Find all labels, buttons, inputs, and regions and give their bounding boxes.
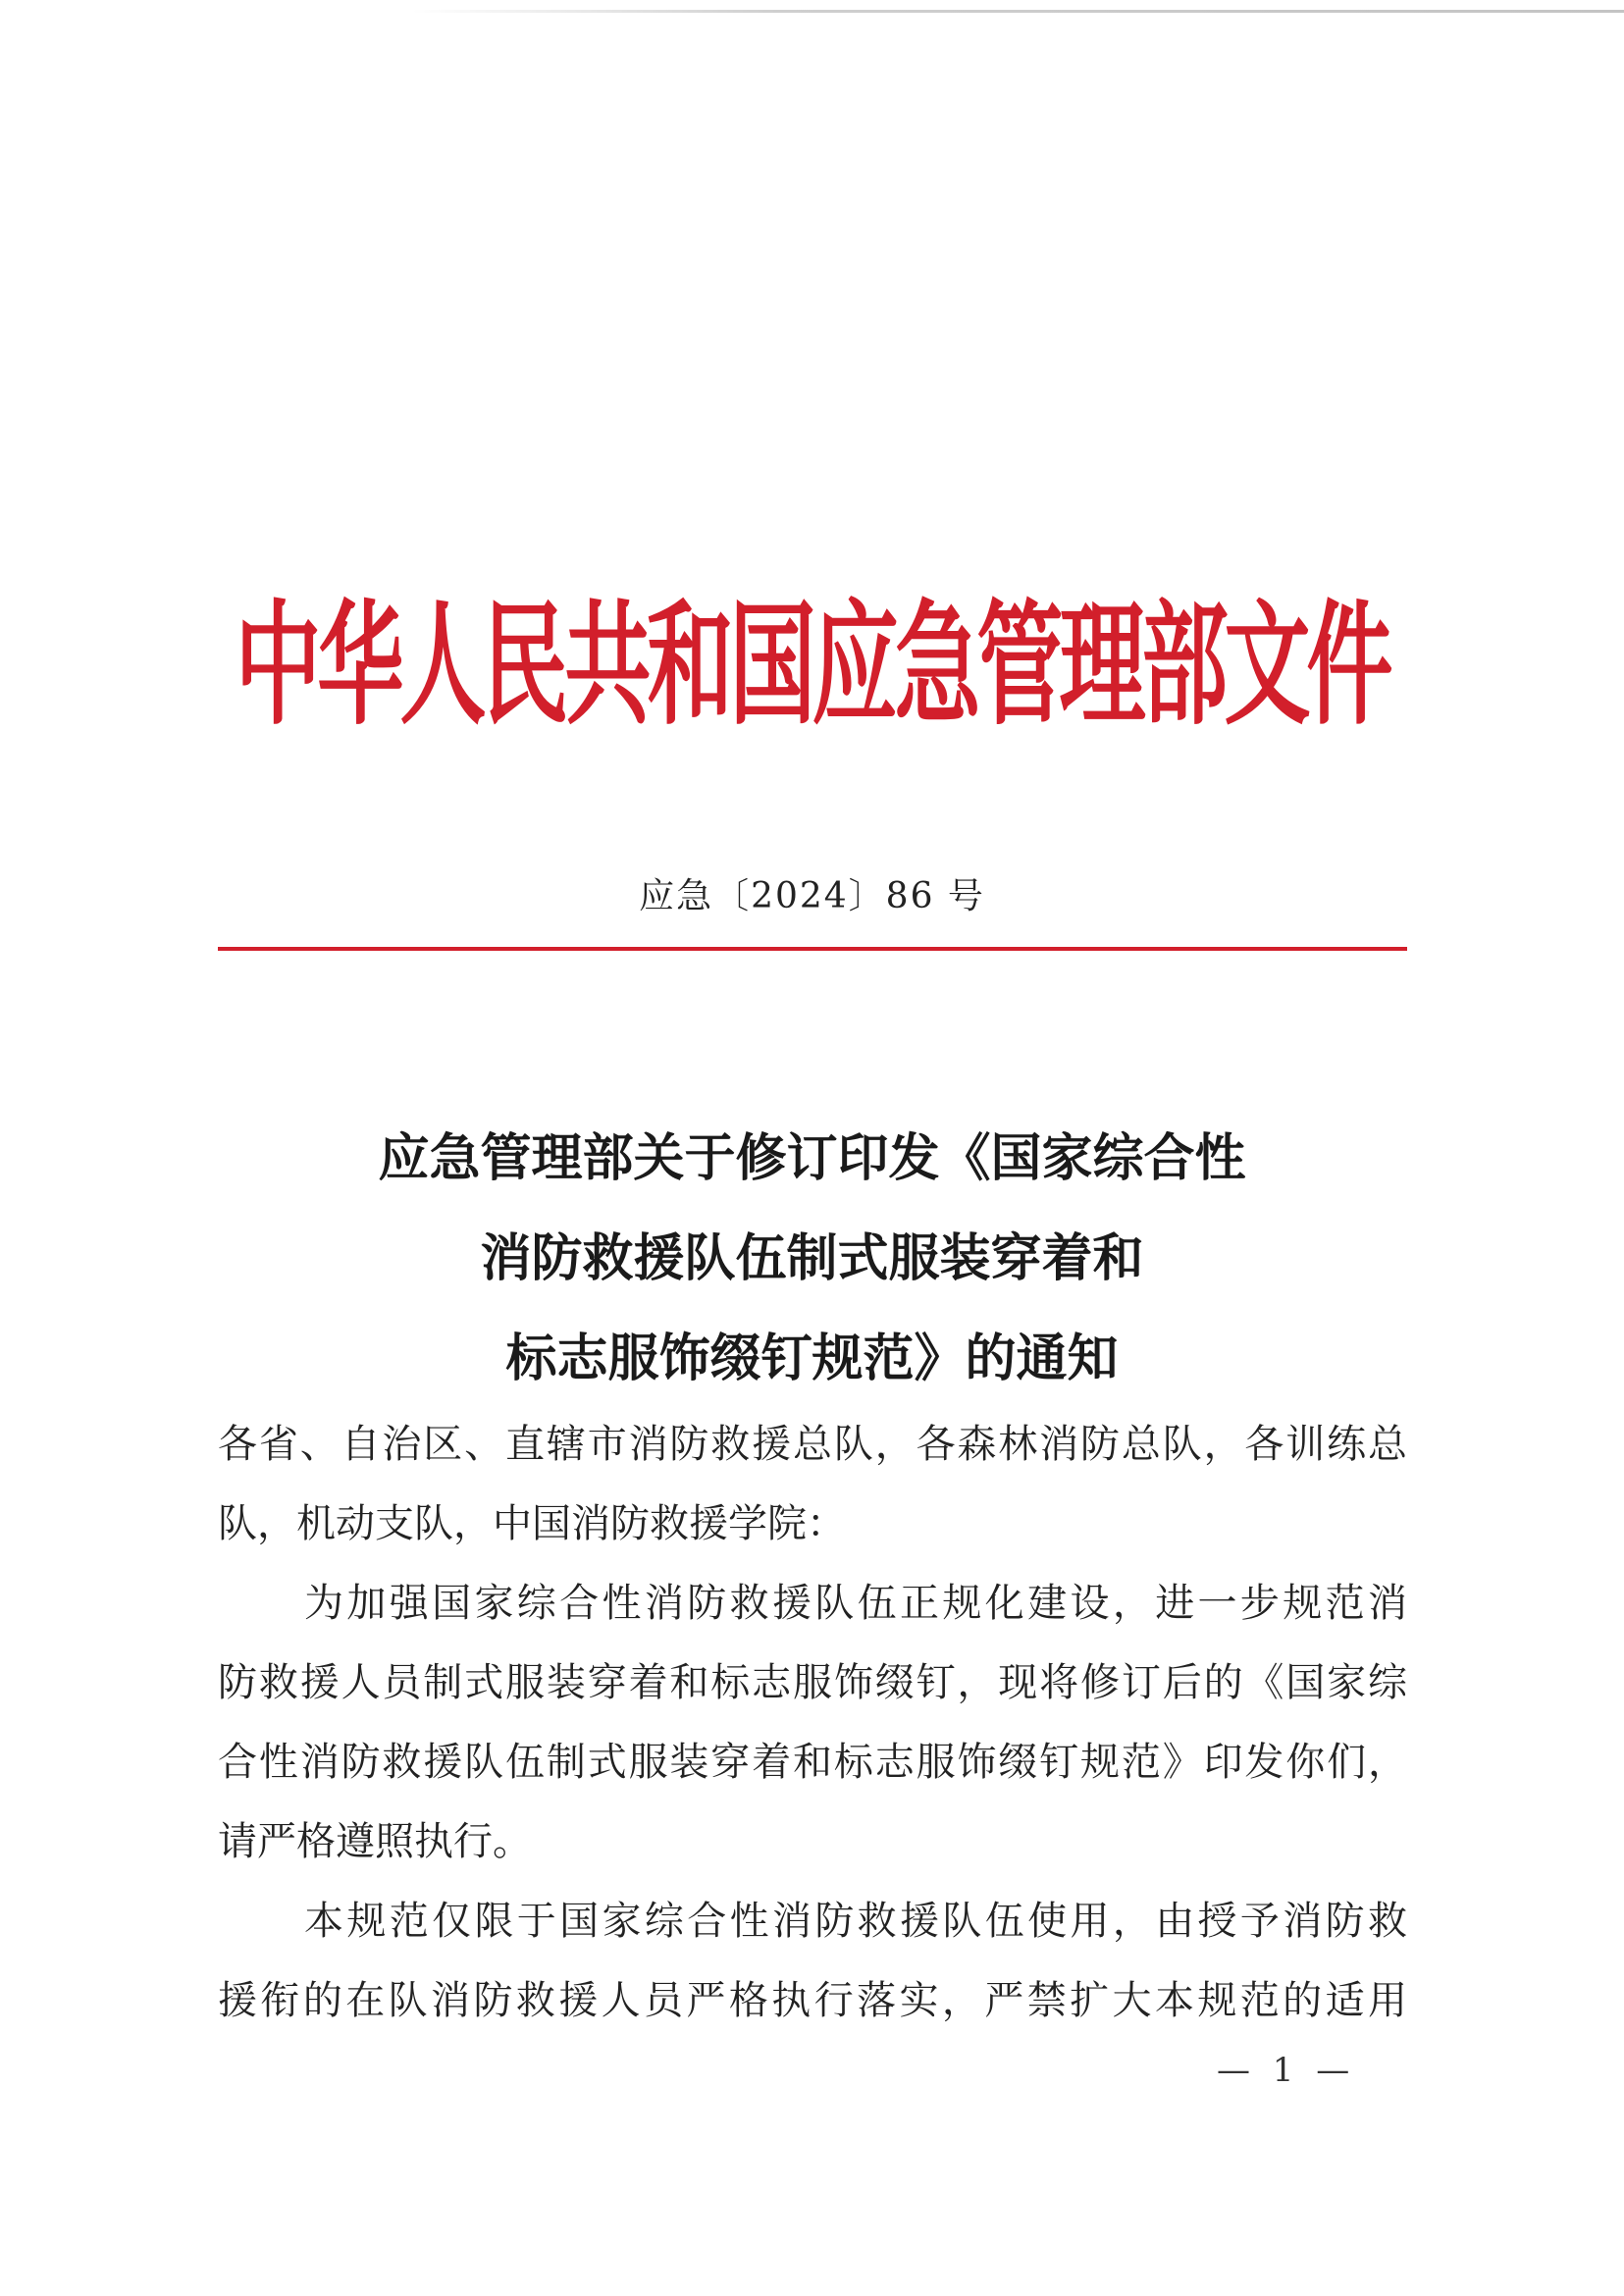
addressee-line: 各省、自治区、直辖市消防救援总队，各森林消防总队，各训练总 [218,1422,1407,1467]
red-divider-line [218,947,1407,951]
notice-title-line: 应急管理部关于修订印发《国家综合性 [378,1129,1246,1188]
paragraph-line: 为加强国家综合性消防救援队伍正规化建设，进一步规范消 [304,1581,1407,1626]
paragraph-line: 援衔的在队消防救援人员严格执行落实，严禁扩大本规范的适用 [218,1978,1407,2023]
issuing-authority-header: 中华人民共和国应急管理部文件 [235,586,1389,744]
addressee [218,1405,1407,1564]
paragraph-line: 本规范仅限于国家综合性消防救援队伍使用，由授予消防救 [304,1899,1407,1944]
document-number: 应急〔2024〕86 号 [639,876,985,916]
scan-edge-line [412,10,1624,13]
notice-title [0,1109,1624,1409]
notice-title-line: 消防救援队伍制式服装穿着和 [480,1229,1144,1288]
notice-title-line: 标志服饰缀钉规范》的通知 [505,1330,1119,1388]
notice-body [218,1405,1407,2041]
paragraph-line: 合性消防救援队伍制式服装穿着和标志服饰缀钉规范》印发你们， [218,1740,1407,1785]
addressee-line: 队，机动支队，中国消防救援学院： [218,1501,846,1546]
page-number: — 1 — [1217,2051,1356,2090]
paragraph-2 [218,1882,1407,2041]
paragraph-1 [218,1564,1407,1882]
paragraph-line: 防救援人员制式服装穿着和标志服饰缀钉，现将修订后的《国家综 [218,1660,1407,1705]
paragraph-line: 请严格遵照执行。 [218,1819,532,1864]
